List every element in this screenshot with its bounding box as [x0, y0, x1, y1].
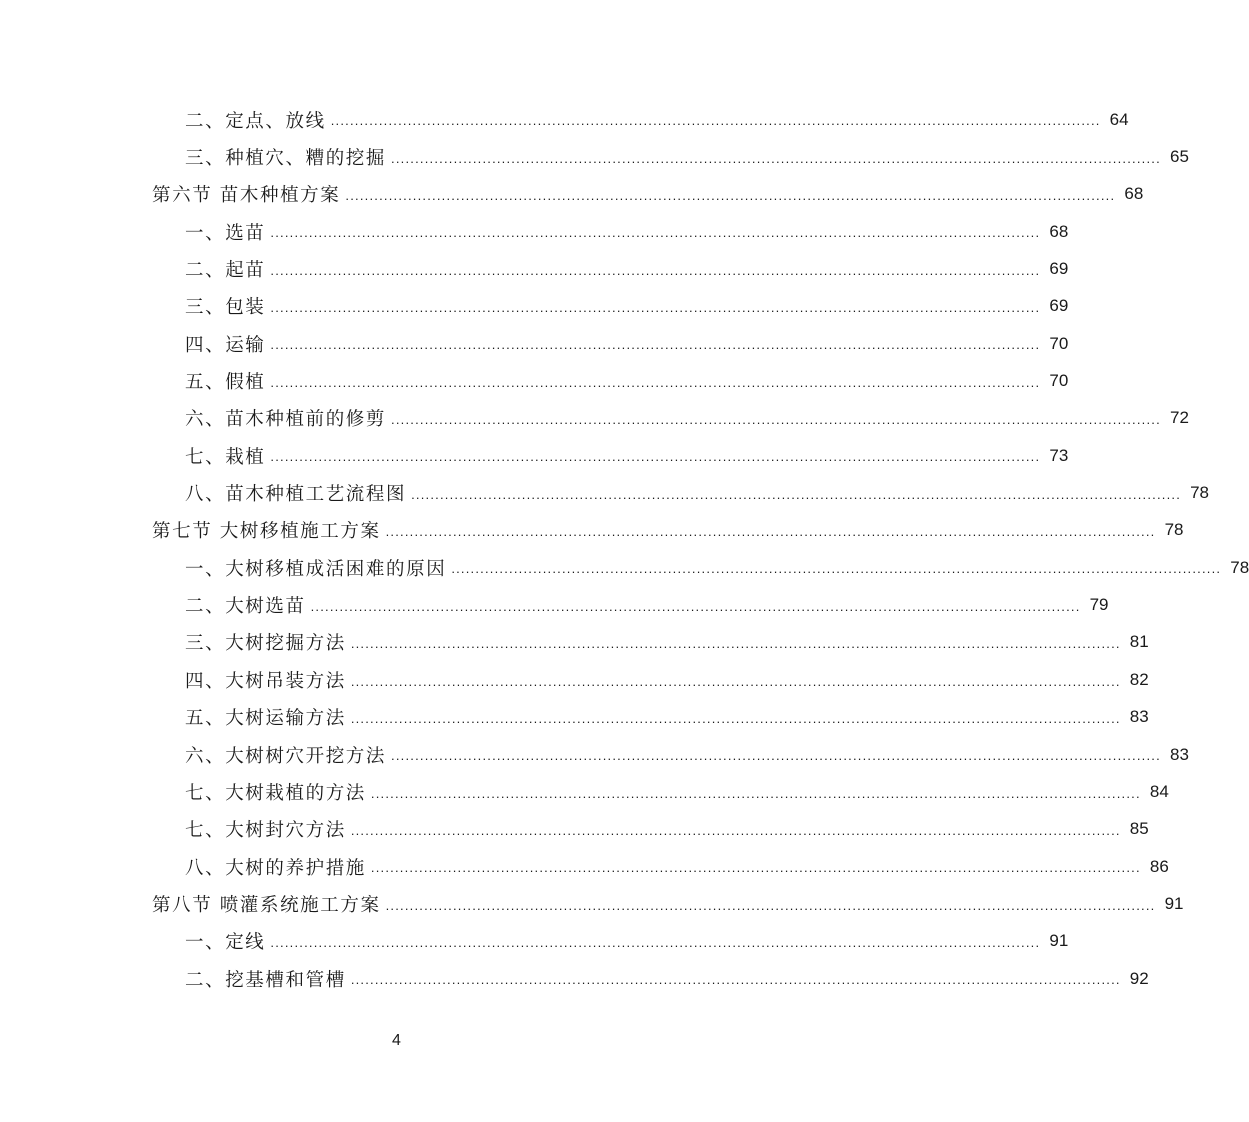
dot-leader: ................................................................................................................................................................ — [411, 486, 1181, 502]
toc-entry[interactable] — [0, 923, 1069, 960]
toc-entry-title: 第七节 大树移植施工方案 — [152, 521, 381, 543]
toc-entry-title: 第八节 喷灌系统施工方案 — [152, 894, 381, 916]
dot-leader: ................................................................................................................................................................ — [270, 374, 1041, 390]
toc-entry-title: 三、包装 — [185, 297, 266, 319]
dot-leader: ................................................................................................................................................................ — [270, 262, 1041, 278]
toc-entry[interactable] — [0, 474, 1209, 511]
toc-entry-page: 91 — [1164, 893, 1184, 913]
dot-leader: ................................................................................................................................................................ — [391, 748, 1161, 764]
toc-entry[interactable] — [0, 362, 1069, 399]
dot-leader: ................................................................................................................................................................ — [370, 860, 1141, 876]
toc-entry-page: 69 — [1049, 296, 1069, 316]
toc-entry-title: 三、大树挖掘方法 — [185, 633, 346, 655]
toc-entry[interactable] — [0, 699, 1149, 736]
toc-entry-title: 第六节 苗木种植方案 — [152, 185, 341, 207]
toc-entry-title: 二、定点、放线 — [185, 110, 326, 132]
toc-entry[interactable] — [0, 250, 1069, 287]
toc-entry-page: 81 — [1129, 632, 1149, 652]
toc-entry-page: 68 — [1124, 184, 1144, 204]
toc-entry[interactable] — [0, 138, 1189, 175]
table-of-contents — [0, 101, 1249, 997]
dot-leader: ................................................................................................................................................................ — [350, 710, 1121, 726]
toc-entry-title: 七、大树封穴方法 — [185, 820, 346, 842]
toc-entry[interactable] — [0, 885, 1184, 922]
toc-entry-page: 86 — [1149, 856, 1169, 876]
toc-entry[interactable] — [0, 960, 1149, 997]
toc-entry-title: 七、栽植 — [185, 446, 266, 468]
toc-entry-title: 五、假植 — [185, 372, 266, 394]
toc-entry-title: 四、大树吊装方法 — [185, 670, 346, 692]
toc-entry[interactable] — [0, 811, 1149, 848]
dot-leader: ................................................................................................................................................................ — [391, 150, 1161, 166]
toc-entry-title: 六、大树树穴开挖方法 — [185, 745, 387, 767]
toc-entry[interactable] — [0, 288, 1069, 325]
toc-entry-page: 82 — [1129, 669, 1149, 689]
toc-entry-page: 83 — [1169, 744, 1189, 764]
toc-entry-title: 八、大树的养护措施 — [185, 857, 366, 879]
dot-leader: ................................................................................................................................................................ — [385, 897, 1156, 913]
toc-entry-page: 84 — [1149, 781, 1169, 801]
toc-entry-title: 一、选苗 — [185, 222, 266, 244]
dot-leader: ................................................................................................................................................................ — [391, 412, 1161, 428]
toc-entry-title: 三、种植穴、糟的挖掘 — [185, 148, 387, 170]
toc-entry-title: 二、大树选苗 — [185, 596, 306, 618]
dot-leader: ................................................................................................................................................................ — [345, 188, 1116, 204]
toc-entry[interactable] — [0, 624, 1149, 661]
toc-entry-page: 78 — [1190, 483, 1209, 503]
toc-entry-page: 73 — [1049, 445, 1069, 465]
toc-entry-page: 68 — [1049, 221, 1069, 241]
toc-entry-page: 64 — [1109, 109, 1129, 129]
dot-leader: ................................................................................................................................................................ — [270, 225, 1041, 241]
toc-entry[interactable] — [0, 213, 1069, 250]
toc-entry-title: 一、定线 — [185, 932, 266, 954]
toc-entry-title: 五、大树运输方法 — [185, 708, 346, 730]
dot-leader: ................................................................................................................................................................ — [350, 972, 1121, 988]
toc-entry[interactable] — [0, 661, 1149, 698]
toc-entry-page: 72 — [1169, 408, 1189, 428]
dot-leader: ................................................................................................................................................................ — [350, 822, 1121, 838]
toc-entry-page: 70 — [1049, 371, 1069, 391]
toc-entry-page: 69 — [1049, 259, 1069, 279]
toc-entry[interactable] — [0, 848, 1169, 885]
toc-entry-page: 78 — [1164, 520, 1184, 540]
toc-entry[interactable] — [0, 512, 1184, 549]
toc-entry-page: 78 — [1230, 557, 1249, 577]
dot-leader: ................................................................................................................................................................ — [350, 636, 1121, 652]
dot-leader: ................................................................................................................................................................ — [270, 337, 1041, 353]
toc-entry[interactable] — [0, 400, 1189, 437]
dot-leader: ................................................................................................................................................................ — [270, 300, 1041, 316]
dot-leader: ................................................................................................................................................................ — [350, 673, 1121, 689]
toc-entry-page: 91 — [1049, 931, 1069, 951]
toc-entry[interactable] — [0, 176, 1144, 213]
dot-leader: ................................................................................................................................................................ — [451, 561, 1222, 577]
toc-entry[interactable] — [0, 736, 1189, 773]
toc-entry-title: 一、大树移植成活困难的原因 — [185, 558, 447, 580]
toc-entry[interactable] — [0, 437, 1069, 474]
dot-leader: ................................................................................................................................................................ — [385, 524, 1156, 540]
toc-entry-page: 70 — [1049, 333, 1069, 353]
toc-entry[interactable] — [0, 773, 1169, 810]
toc-entry-page: 83 — [1129, 707, 1149, 727]
toc-entry[interactable] — [0, 101, 1129, 138]
toc-entry-page: 79 — [1089, 595, 1109, 615]
toc-entry-title: 四、运输 — [185, 334, 266, 356]
dot-leader: ................................................................................................................................................................ — [270, 934, 1041, 950]
dot-leader: ................................................................................................................................................................ — [330, 113, 1101, 129]
toc-entry-page: 85 — [1129, 819, 1149, 839]
toc-entry[interactable] — [0, 325, 1069, 362]
toc-entry-title: 二、挖基槽和管槽 — [185, 969, 346, 991]
toc-entry[interactable] — [0, 549, 1249, 586]
dot-leader: ................................................................................................................................................................ — [370, 785, 1141, 801]
toc-entry[interactable] — [0, 586, 1109, 623]
toc-entry-title: 八、苗木种植工艺流程图 — [185, 484, 407, 506]
dot-leader: ................................................................................................................................................................ — [310, 598, 1081, 614]
toc-entry-title: 二、起苗 — [185, 260, 266, 282]
toc-entry-page: 92 — [1129, 968, 1149, 988]
toc-entry-title: 六、苗木种植前的修剪 — [185, 409, 387, 431]
toc-entry-title: 七、大树栽植的方法 — [185, 782, 366, 804]
page-number: 4 — [392, 1032, 401, 1049]
toc-entry-page: 65 — [1169, 147, 1189, 167]
dot-leader: ................................................................................................................................................................ — [270, 449, 1041, 465]
